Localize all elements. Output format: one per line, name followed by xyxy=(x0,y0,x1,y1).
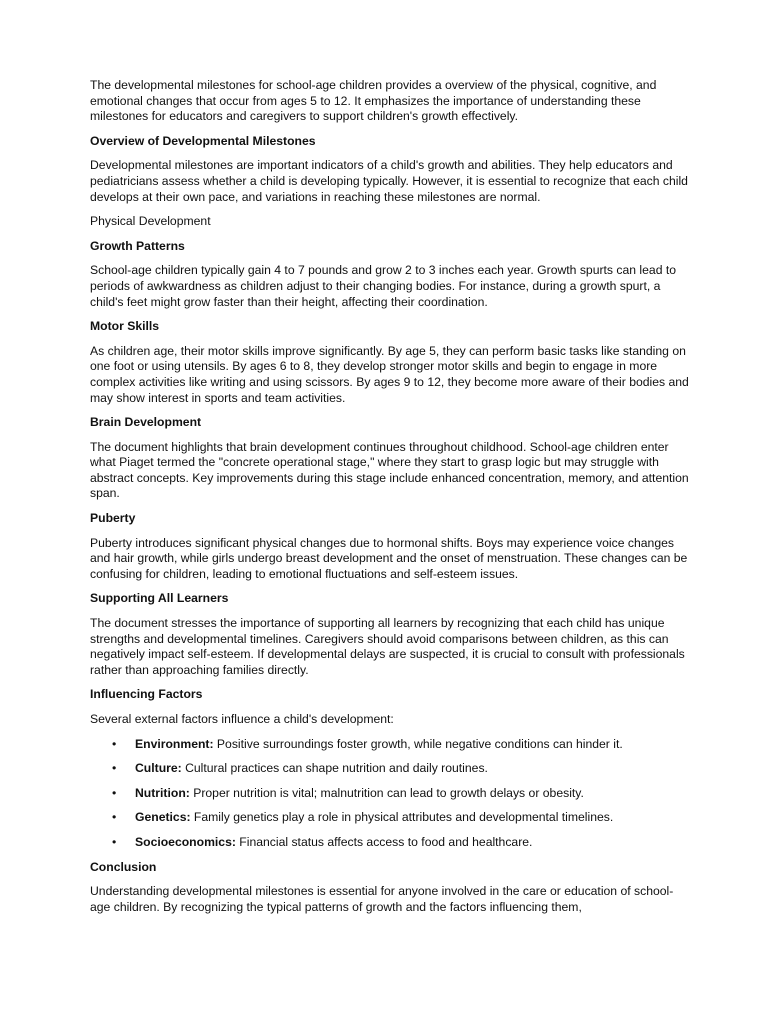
factor-text: Proper nutrition is vital; malnutrition can lead to growth delays or obesity. xyxy=(189,785,584,800)
conclusion-heading: Conclusion xyxy=(90,859,157,874)
brain-development-paragraph: The document highlights that brain development continues throughout childhood. School-age children enter what Piaget termed the "concrete operational stage," where they start to grasp logic but may struggle with abstract concepts. Key improvements during this stage include enhanced concentration, memory, and attention span. xyxy=(90,439,689,501)
factor-term: Culture: xyxy=(135,761,182,776)
puberty-paragraph: Puberty introduces significant physical changes due to hormonal shifts. Boys may experience voice changes and hair growth, while girls undergo breast development and the onset of menstruation. These changes can be confusing for children, leading to emotional fluctuations and self-esteem issues. xyxy=(90,535,688,581)
motor-skills-paragraph: As children age, their motor skills improve significantly. By age 5, they can perform basic tasks like standing on one foot or using utensils. By ages 6 to 8, they develop stronger motor skills and begin to engage in more complex activities like writing and using scissors. By ages 9 to 12, they become more aware of their bodies and may show interest in sports and team activities. xyxy=(90,343,689,405)
supporting-learners-heading: Supporting All Learners xyxy=(90,591,229,606)
influencing-factors-list xyxy=(90,737,690,851)
brain-development-heading: Brain Development xyxy=(90,415,202,430)
growth-patterns-paragraph: School-age children typically gain 4 to 7 pounds and grow 2 to 3 inches each year. Growth spurts can lead to periods of awkwardness as children adjust to their changing bodies. For instance, during a growth spurt, a child's feet might grow faster than their height, affecting their coordination. xyxy=(90,263,677,309)
list-item xyxy=(90,737,690,753)
factor-term: Genetics: xyxy=(135,810,191,825)
intro-paragraph: The developmental milestones for school-age children provides a overview of the physical, cognitive, and emotional changes that occur from ages 5 to 12. It emphasizes the importance of understanding these milestones for educators and caregivers to support children's growth effectively. xyxy=(90,78,657,124)
factor-term: Environment: xyxy=(135,736,214,751)
growth-patterns-heading: Growth Patterns xyxy=(90,238,185,253)
conclusion-paragraph: Understanding developmental milestones is essential for anyone involved in the care or education of school-age children. By recognizing the typical patterns of growth and the factors influencing them, xyxy=(90,884,674,914)
overview-heading: Overview of Developmental Milestones xyxy=(90,133,316,148)
list-item xyxy=(90,810,690,826)
list-item xyxy=(90,761,690,777)
physical-development-heading: Physical Development xyxy=(90,214,211,229)
list-item xyxy=(90,786,690,802)
motor-skills-heading: Motor Skills xyxy=(90,319,160,334)
bullet-icon: • xyxy=(112,834,117,849)
factor-text: Cultural practices can shape nutrition and daily routines. xyxy=(181,761,488,776)
factor-term: Nutrition: xyxy=(135,785,190,800)
list-item xyxy=(90,835,690,851)
factor-text: Financial status affects access to food and healthcare. xyxy=(235,834,533,849)
factor-text: Positive surroundings foster growth, while negative conditions can hinder it. xyxy=(213,736,623,751)
overview-paragraph: Developmental milestones are important indicators of a child's growth and abilities. They help educators and pediatricians assess whether a child is developing typically. However, it is essential to recognize that each child develops at their own pace, and variations in reaching these milestones are normal. xyxy=(90,158,688,204)
bullet-icon: • xyxy=(112,785,117,800)
document-page xyxy=(90,78,690,924)
puberty-heading: Puberty xyxy=(90,511,136,526)
supporting-learners-paragraph: The document stresses the importance of supporting all learners by recognizing that each child has unique strengths and developmental timelines. Caregivers should avoid comparisons between children, as this can negatively impact self-esteem. If developmental delays are suspected, it is crucial to consult with professionals rather than approaching families directly. xyxy=(90,616,685,677)
bullet-icon: • xyxy=(112,736,117,751)
factor-text: Family genetics play a role in physical attributes and developmental timelines. xyxy=(190,810,614,825)
influencing-factors-intro: Several external factors influence a child's development: xyxy=(90,712,394,726)
factor-term: Socioeconomics: xyxy=(135,834,236,849)
bullet-icon: • xyxy=(112,761,117,776)
influencing-factors-heading: Influencing Factors xyxy=(90,687,203,702)
bullet-icon: • xyxy=(112,810,117,825)
